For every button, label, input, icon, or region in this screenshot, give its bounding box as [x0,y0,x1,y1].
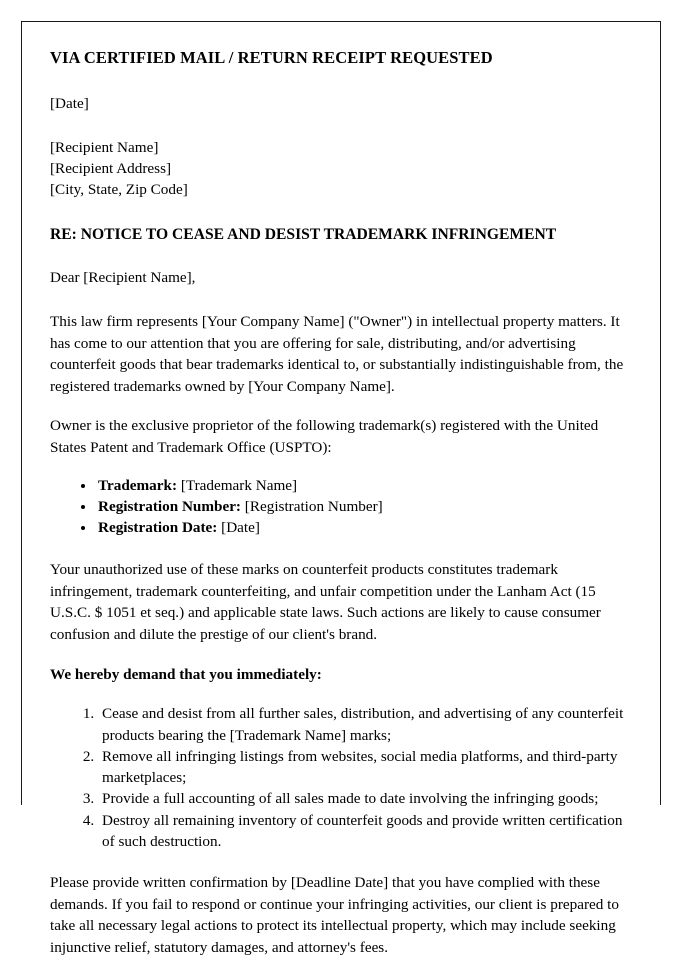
list-item: 2. Remove all infringing listings from websites, social media platforms, and third-party marketplaces; [98,746,632,789]
registration-number-label: Registration Number: [98,498,241,516]
registration-number-value: [Registration Number] [244,498,383,516]
demand-list [50,703,632,852]
list-item [96,497,632,518]
trademark-value: [Trademark Name] [180,477,298,495]
document-page [21,21,661,956]
demand-heading: We hereby demand that you immediately: [50,665,322,683]
recipient-name: [Recipient Name] [50,139,159,157]
paragraph-ownership: Owner is the exclusive proprietor of the following trademark(s) registered with the United States Patent and Trademark Office (USPTO): [50,417,599,456]
paragraph-closing: Please provide written confirmation by [Deadline Date] that you have complied with these demands. If you fail to respond or continue your infringing activities, our client is prepared to take all necessary legal actions to protect its intellectual property, which may include seeking injunctive relief, statutory damages, and attorney's fees. [50,874,619,956]
subject-line: RE: NOTICE TO CEASE AND DESIST TRADEMARK INFRINGEMENT [50,226,557,244]
delivery-method-header: VIA CERTIFIED MAIL / RETURN RECEIPT REQUESTED [50,48,493,67]
list-item [96,476,632,497]
list-item: 1. Cease and desist from all further sales, distribution, and advertising of any counterfeit products bearing the [Trademark Name] marks; [98,703,632,746]
trademark-details-list [50,476,632,539]
recipient-address: [Recipient Address] [50,160,172,178]
letter-date: [Date] [50,94,89,112]
recipient-address-block [50,138,632,201]
registration-date-value: [Date] [221,519,260,537]
paragraph-representation: This law firm represents [Your Company Name] ("Owner") in intellectual property matters. It has come to our attention that you are offering for sale, distributing, and/or advertising counterfeit goods that bear trademarks identical to, or substantially indistinguishable from, the registered trademarks owned by [Your Company Name]. [50,312,624,395]
list-item [96,518,632,539]
list-item: 3. Provide a full accounting of all sales made to date involving the infringing goods; [98,788,632,809]
list-item: 4. Destroy all remaining inventory of counterfeit goods and provide written certification of such destruction. [98,810,632,853]
recipient-city-state-zip: [City, State, Zip Code] [50,181,188,199]
paragraph-violation: Your unauthorized use of these marks on counterfeit products constitutes trademark infringement, trademark counterfeiting, and unfair competition under the Lanham Act (15 U.S.C. $ 1051 et seq.) and applicable state laws. Such actions are likely to cause consumer confusion and dilute the prestige of our client's brand. [50,561,601,644]
trademark-label: Trademark: [98,477,178,495]
salutation: Dear [Recipient Name], [50,269,196,287]
document-body [22,22,660,959]
registration-date-label: Registration Date: [98,519,218,537]
